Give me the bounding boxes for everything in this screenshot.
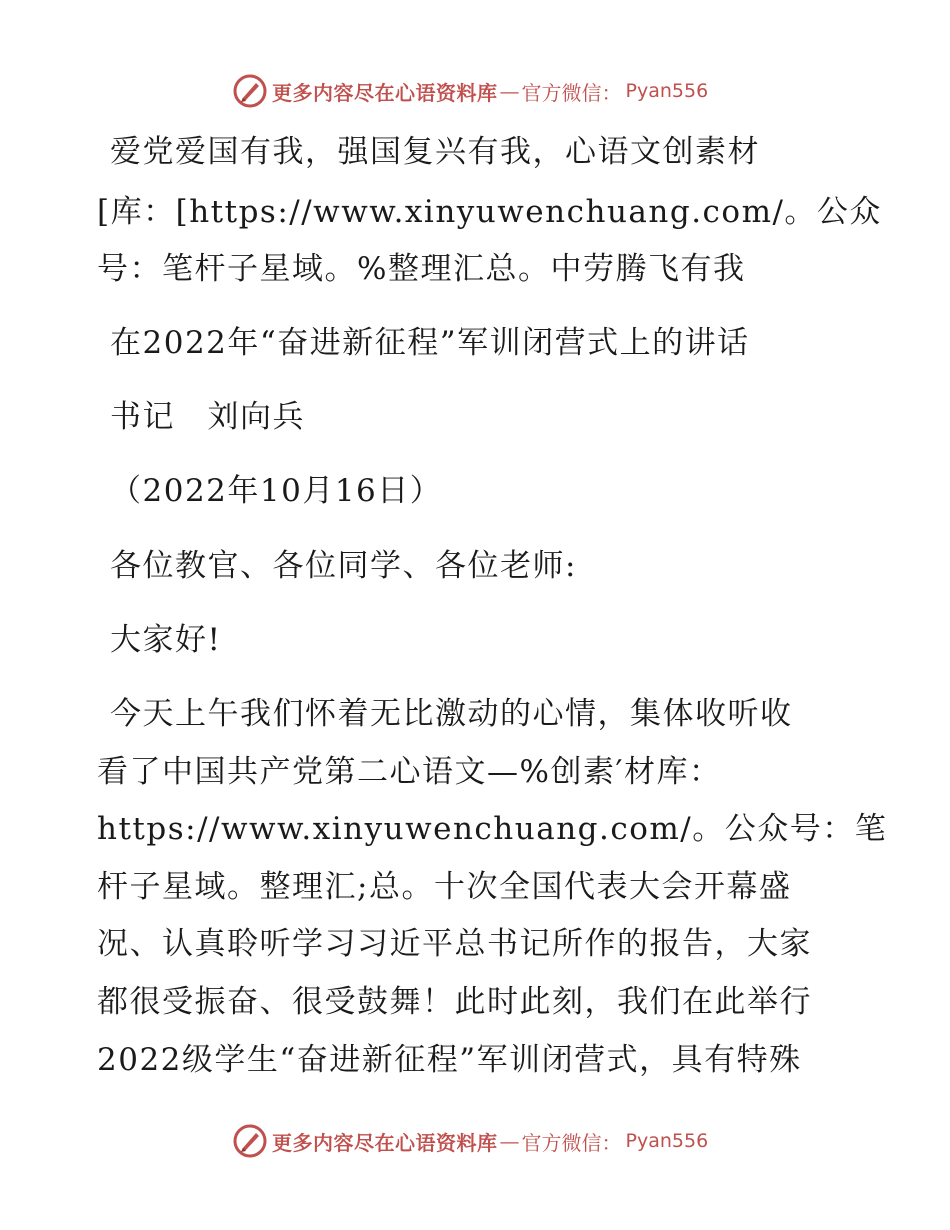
footer-wechat-id: Pyan556 bbox=[625, 1130, 709, 1152]
body-line-5: 况、认真聆听学习习近平总书记所作的报告，大家 bbox=[97, 926, 812, 962]
header-wechat-label: 官方微信： bbox=[521, 80, 622, 105]
intro-line-3: 号：笔杆子星域。%整理汇总。中劳腾飞有我 bbox=[97, 251, 746, 287]
header-wechat-id: Pyan556 bbox=[625, 80, 709, 102]
quill-logo-icon bbox=[232, 1123, 268, 1159]
footer-wechat-label: 官方微信： bbox=[521, 1130, 622, 1155]
intro-line-2: [库：[https://www.xinyuwenchuang.com/。公众 bbox=[97, 194, 882, 230]
greeting: 大家好! bbox=[110, 622, 222, 658]
header-banner bbox=[232, 72, 708, 110]
footer-separator: — bbox=[499, 1129, 520, 1153]
quill-logo-icon bbox=[232, 73, 268, 109]
body-line-6: 都很受振奋、很受鼓舞！此时此刻，我们在此举行 bbox=[97, 984, 812, 1020]
body-line-1: 今天上午我们怀着无比激动的心情，集体收听收 bbox=[110, 696, 793, 732]
document-date: （2022年10月16日） bbox=[110, 473, 443, 509]
document-title: 在2022年“奋进新征程”军训闭营式上的讲话 bbox=[110, 325, 750, 361]
intro-line-1: 爱党爱国有我，强国复兴有我，心语文创素材 bbox=[110, 134, 760, 170]
body-line-7: 2022级学生“奋进新征程”军训闭营式，具有特殊 bbox=[97, 1042, 802, 1078]
body-line-2: 看了中国共产党第二心语文—%创素′材库： bbox=[97, 754, 722, 790]
footer-brand-text: 更多内容尽在心语资料库 bbox=[272, 1130, 498, 1155]
header-separator: — bbox=[499, 79, 520, 103]
header-brand-text: 更多内容尽在心语资料库 bbox=[272, 80, 498, 105]
body-line-3: https://www.xinyuwenchuang.com/。公众号：笔 bbox=[97, 811, 888, 847]
footer-banner bbox=[232, 1122, 708, 1160]
salutation: 各位教官、各位同学、各位老师: bbox=[110, 548, 577, 584]
document-author: 书记 刘向兵 bbox=[110, 399, 305, 435]
body-line-4: 杆子星域。整理汇;总。十次全国代表大会开幕盛 bbox=[97, 869, 792, 905]
